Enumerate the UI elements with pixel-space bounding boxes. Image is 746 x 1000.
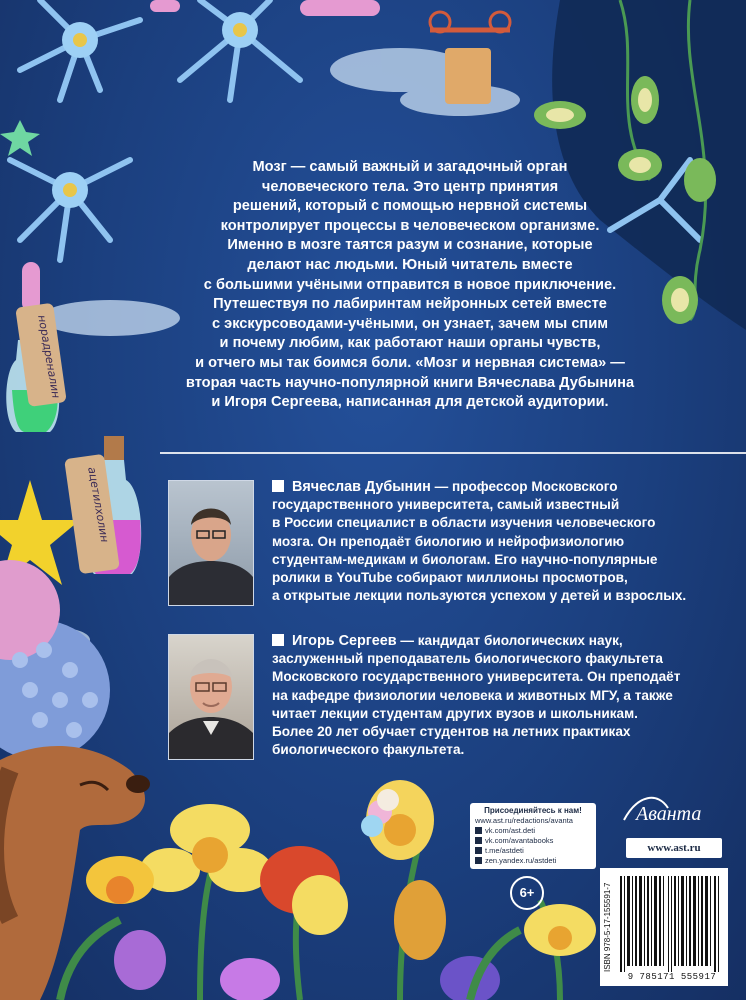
social-link[interactable]: vk.com/ast.deti	[475, 826, 591, 836]
author-bio-line: Московского государственного университета. Он преподаёт	[272, 669, 681, 685]
book-description	[160, 158, 660, 413]
author-bio-line: государственного университета, самый известный	[272, 497, 620, 513]
social-header: Присоединяйтесь к нам!	[484, 806, 582, 815]
author-bio-line: мозга. Он преподаёт биологию и нейрофизиологию	[272, 533, 625, 549]
social-link[interactable]: zen.yandex.ru/astdeti	[475, 856, 591, 866]
author-bio-dubynin	[272, 478, 722, 605]
description-line: и отчего мы так боимся боли. «Мозг и нервная система» —	[195, 354, 625, 371]
author-bio-line: Вячеслав Дубынин — профессор Московского	[272, 478, 722, 496]
social-site-link[interactable]: www.ast.ru/redactions/avanta	[475, 816, 573, 825]
author-bio-line: студентам-медикам и биологам. Его научно-популярные	[272, 551, 658, 567]
author-photo-dubynin	[168, 480, 254, 606]
description-line: контролирует процессы в человеческом организме.	[220, 217, 600, 234]
author-bio-line: читает лекции студентам других вузов и школьникам.	[272, 705, 638, 721]
zen-icon	[475, 857, 482, 864]
bullet-square-icon	[272, 634, 284, 646]
description-line: Мозг — самый важный и загадочный орган	[252, 159, 568, 175]
publisher-website: www.ast.ru	[626, 838, 722, 858]
social-links-box	[470, 803, 596, 869]
vk-icon	[475, 827, 482, 834]
author-photo-sergeev	[168, 634, 254, 760]
description-line: Именно в мозге таятся разум и сознание, которые	[227, 237, 593, 254]
author-bio-line: ролики в YouTube собирают миллионы просмотров,	[272, 570, 628, 586]
isbn-text: ISBN 978-5-17-155591-7	[603, 882, 612, 972]
bottle-label-noradrenaline: норадреналин	[35, 314, 63, 400]
author-name: Игорь Сергеев	[292, 633, 397, 649]
author-bio-line: Более 20 лет обучает студентов на летних практиках	[272, 724, 631, 740]
age-rating-badge: 6+	[510, 876, 544, 910]
author-name: Вячеслав Дубынин	[292, 479, 431, 495]
publisher-logo-text: Аванта	[636, 803, 702, 825]
description-line: делают нас людьми. Юный читатель вместе	[247, 256, 573, 273]
author-bio-line: биологического факультета.	[272, 742, 465, 758]
barcode-number: 9 785171 555917	[627, 972, 717, 982]
telegram-icon	[475, 847, 482, 854]
author-bio-sergeev	[272, 632, 722, 759]
description-line: Путешествуя по лабиринтам нейронных сетей вместе	[213, 296, 607, 313]
social-link[interactable]: vk.com/avantabooks	[475, 836, 591, 846]
author-bio-line: а открытые лекции пользуются успехом у детей и взрослых.	[272, 588, 687, 604]
description-line: и почему любим, как работают наши органы чувств,	[219, 335, 601, 352]
author-bio-line: заслуженный преподаватель биологического факультета	[272, 651, 663, 667]
author-bio-line: на кафедре физиологии человека и животных МГУ, а также	[272, 687, 673, 703]
social-link[interactable]: t.me/astdeti	[475, 846, 591, 856]
vk-icon	[475, 837, 482, 844]
publisher-logo	[618, 790, 718, 830]
author-bio-line: Игорь Сергеев — кандидат биологических наук,	[272, 632, 722, 650]
bullet-square-icon	[272, 480, 284, 492]
description-line: с большими учёными отправится в новое приключение.	[203, 276, 617, 293]
description-line: решений, который с помощью нервной системы	[232, 198, 588, 215]
section-divider	[160, 452, 746, 454]
description-line: и Игоря Сергеева, написанная для детской аудитории.	[211, 394, 609, 411]
bottle-label-acetylcholine: ацетилхолин	[85, 466, 112, 544]
author-bio-line: в России специалист в области изучения человеческого	[272, 515, 656, 531]
description-line: с экскурсоводами-учёными, он узнает, зачем мы спим	[211, 315, 609, 332]
barcode-bars	[620, 876, 722, 972]
description-line: вторая часть научно-популярной книги Вячеслава Дубынина	[185, 374, 635, 391]
description-line: человеческого тела. Это центр принятия	[261, 178, 559, 195]
